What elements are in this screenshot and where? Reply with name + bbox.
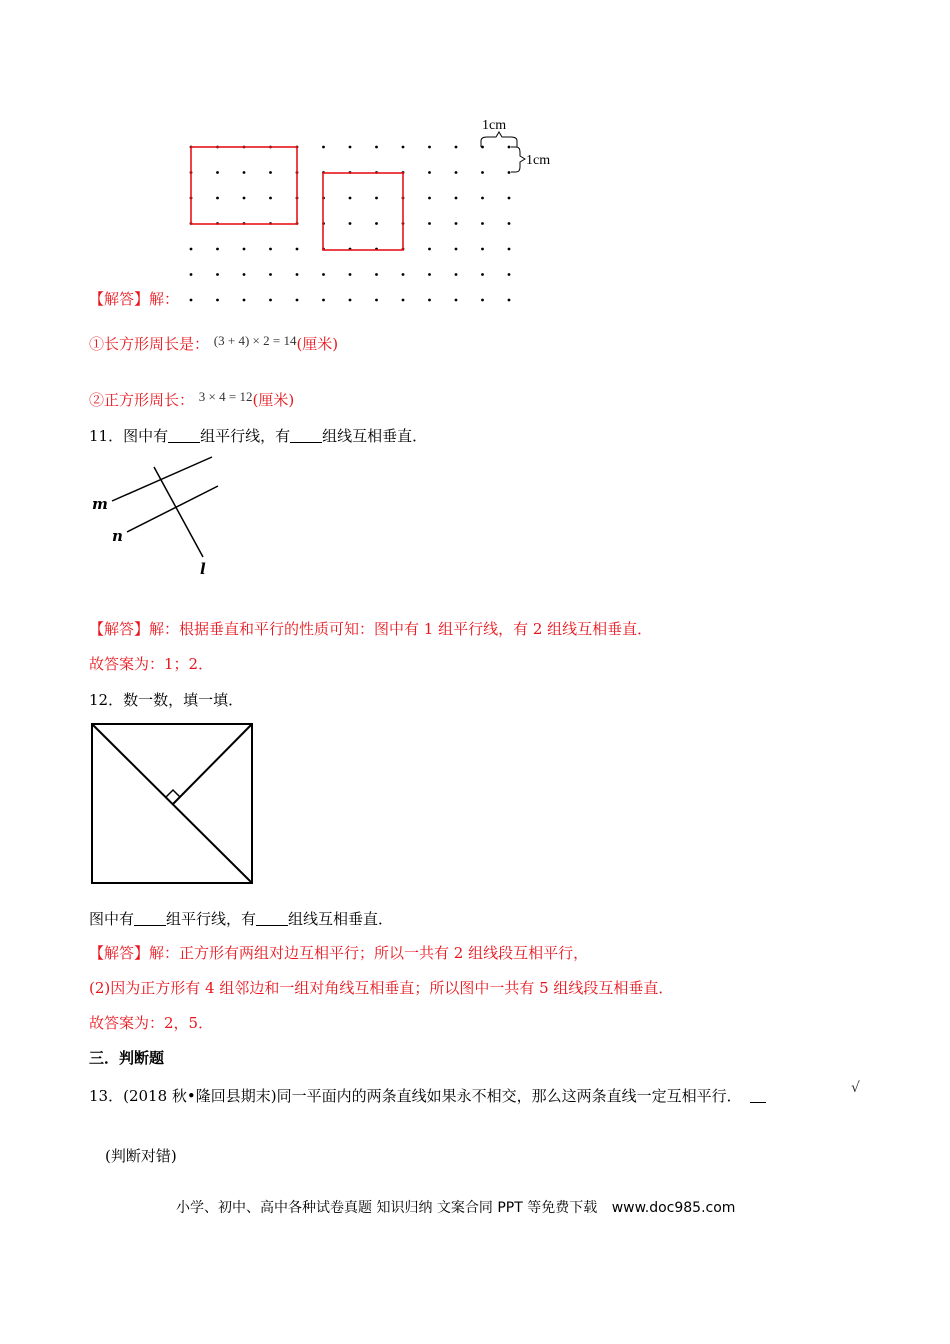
question-11-text-b: 组平行线，有	[200, 427, 291, 445]
question-12-blank-1[interactable]	[134, 911, 166, 926]
answer-10-line2-unit: (厘米)	[252, 391, 295, 409]
answer-12-label: 【解答】解：	[89, 944, 180, 962]
question-12-text-a: 图中有	[89, 910, 135, 928]
answer-12-text-1: 正方形有两组对边互相平行；所以一共有 2 组线段互相平行，	[179, 944, 589, 962]
label-n: n	[112, 527, 123, 545]
answer-12-line1	[89, 942, 588, 963]
answer-10-line1-prefix: ①长方形周长是：	[89, 335, 210, 353]
unit-label-horizontal: 1cm	[482, 118, 507, 133]
footer-url[interactable]: www.doc985.com	[611, 1200, 736, 1216]
answer-10-line1-unit: (厘米)	[296, 335, 339, 353]
question-11-text-c: 组线互相垂直．	[322, 427, 428, 445]
page-footer	[176, 1197, 735, 1217]
footer-text: 小学、初中、高中各种试卷真题 知识归纳 文案合同 PPT 等免费下载	[176, 1200, 598, 1216]
question-13	[89, 1085, 766, 1106]
label-l: l	[200, 560, 206, 578]
answer-10-line2-prefix: ②正方形周长：	[89, 391, 195, 409]
question-13-note: (判断对错)	[105, 1147, 177, 1165]
question-12-text-b: 组平行线，有	[166, 910, 257, 928]
question-12-title: 12．数一数，填一填．	[89, 691, 244, 709]
answer-10-line1-formula: (3 + 4) × 2 = 14	[213, 333, 297, 348]
perpendicular-line	[173, 725, 251, 804]
right-angle-mark	[166, 790, 180, 797]
section-3-title: 三．判断题	[89, 1049, 165, 1067]
question-13-text: 13．(2018 秋•隆回县期末)同一平面内的两条直线如果永不相交，那么这两条直线一定互相平行．	[89, 1087, 742, 1105]
label-m: m	[92, 495, 108, 513]
answer-10-label: 【解答】解：	[89, 290, 180, 308]
question-12	[89, 908, 393, 929]
unit-label-vertical: 1cm	[526, 153, 551, 168]
answer-11-label: 【解答】解：	[89, 620, 180, 638]
question-11-text-a: 11．图中有	[89, 427, 169, 445]
answer-11-text: 根据垂直和平行的性质可知：图中有 1 组平行线，有 2 组线互相垂直．	[179, 620, 653, 638]
answer-12-line2: (2)因为正方形有 4 组邻边和一组对角线互相垂直；所以图中一共有 5 组线段互相垂直．	[89, 979, 674, 997]
question-12-text-c: 组线互相垂直．	[288, 910, 394, 928]
answer-10-line2-formula: 3 × 4 = 12	[198, 389, 253, 404]
answer-12-final: 故答案为：2，5．	[89, 1014, 214, 1032]
question-13-blank[interactable]	[750, 1088, 766, 1103]
question-12-blank-2[interactable]	[256, 911, 288, 926]
question-13-answer-mark: √	[851, 1080, 860, 1096]
answer-11-final: 故答案为：1；2．	[89, 655, 214, 673]
